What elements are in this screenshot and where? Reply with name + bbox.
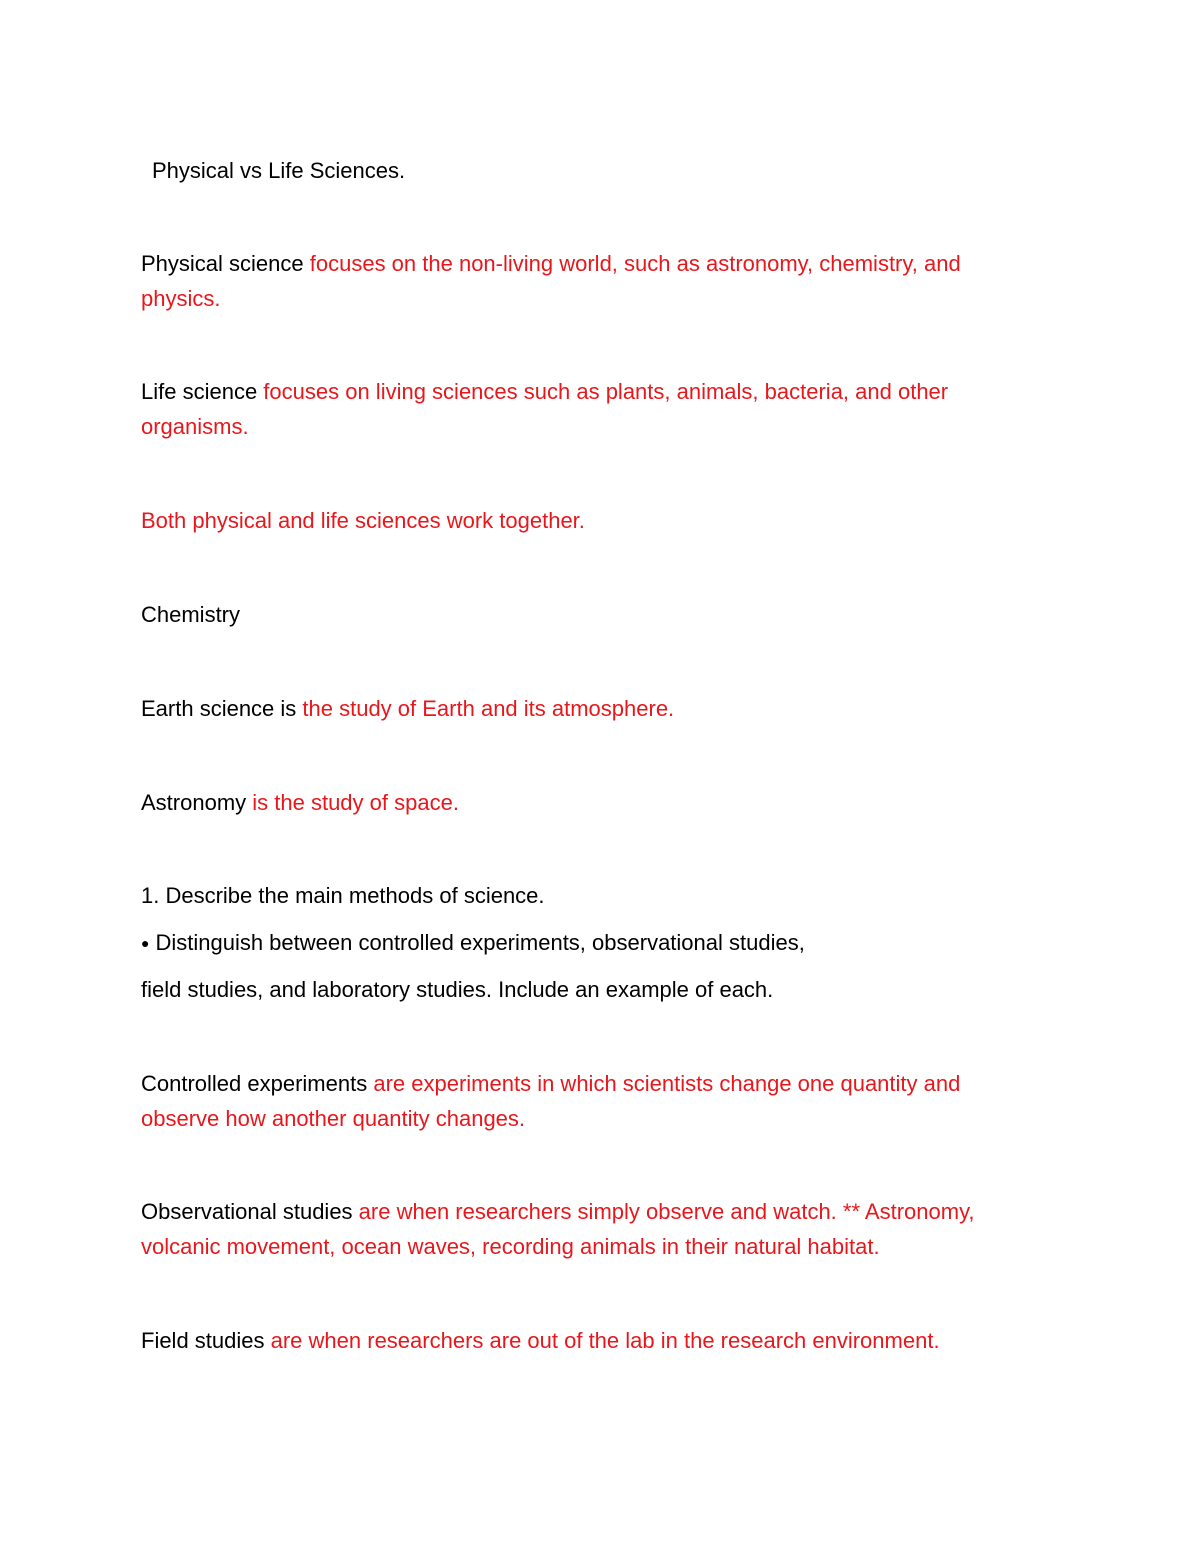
question-bullet-line <box>141 925 1061 961</box>
astronomy-definition: is the study of space. <box>252 790 459 815</box>
field-studies-paragraph <box>141 1323 1061 1358</box>
observational-studies-line1 <box>141 1194 1061 1229</box>
earth-science-term: Earth science is <box>141 696 303 721</box>
question-line1: 1. Describe the main methods of science. <box>141 883 545 908</box>
astronomy-paragraph <box>141 785 1061 820</box>
astronomy-term: Astronomy <box>141 790 253 815</box>
life-science-paragraph-line2 <box>141 409 1061 444</box>
bullet-icon: ● <box>141 935 150 951</box>
controlled-experiments-line1 <box>141 1066 1061 1101</box>
field-studies-definition: are when researchers are out of the lab in the research environment. <box>270 1328 940 1353</box>
page-title: Physical vs Life Sciences. <box>152 158 406 183</box>
physical-science-paragraph-line2 <box>141 281 1061 316</box>
life-science-term: Life science <box>141 379 264 404</box>
field-studies-term: Field studies <box>141 1328 271 1353</box>
observational-studies-definition: are when researchers simply observe and watch. ** Astronomy, <box>358 1199 975 1224</box>
physical-science-term: Physical science <box>141 251 310 276</box>
controlled-experiments-definition-cont: observe how another quantity changes. <box>141 1106 526 1131</box>
question-line3: field studies, and laboratory studies. Include an example of each. <box>141 977 774 1002</box>
both-sciences-statement: Both physical and life sciences work together. <box>141 508 585 533</box>
earth-science-definition: the study of Earth and its atmosphere. <box>302 696 675 721</box>
controlled-experiments-definition: are experiments in which scientists change one quantity and <box>373 1071 961 1096</box>
controlled-experiments-line2 <box>141 1101 1061 1136</box>
physical-science-paragraph-line1 <box>141 246 1061 281</box>
observational-studies-line2 <box>141 1229 1061 1264</box>
life-science-definition-cont: organisms. <box>141 414 249 439</box>
controlled-experiments-term: Controlled experiments <box>141 1071 374 1096</box>
physical-science-definition-cont: physics. <box>141 286 221 311</box>
observational-studies-term: Observational studies <box>141 1199 359 1224</box>
question-bullet-text: Distinguish between controlled experiments, observational studies, <box>155 930 805 955</box>
earth-science-paragraph <box>141 691 1061 726</box>
observational-studies-definition-cont: volcanic movement, ocean waves, recording animals in their natural habitat. <box>141 1234 880 1259</box>
life-science-paragraph-line1 <box>141 374 1061 409</box>
physical-science-definition: focuses on the non-living world, such as astronomy, chemistry, and <box>309 251 961 276</box>
chemistry-heading: Chemistry <box>141 602 241 627</box>
life-science-definition: focuses on living sciences such as plants, animals, bacteria, and other <box>263 379 949 404</box>
